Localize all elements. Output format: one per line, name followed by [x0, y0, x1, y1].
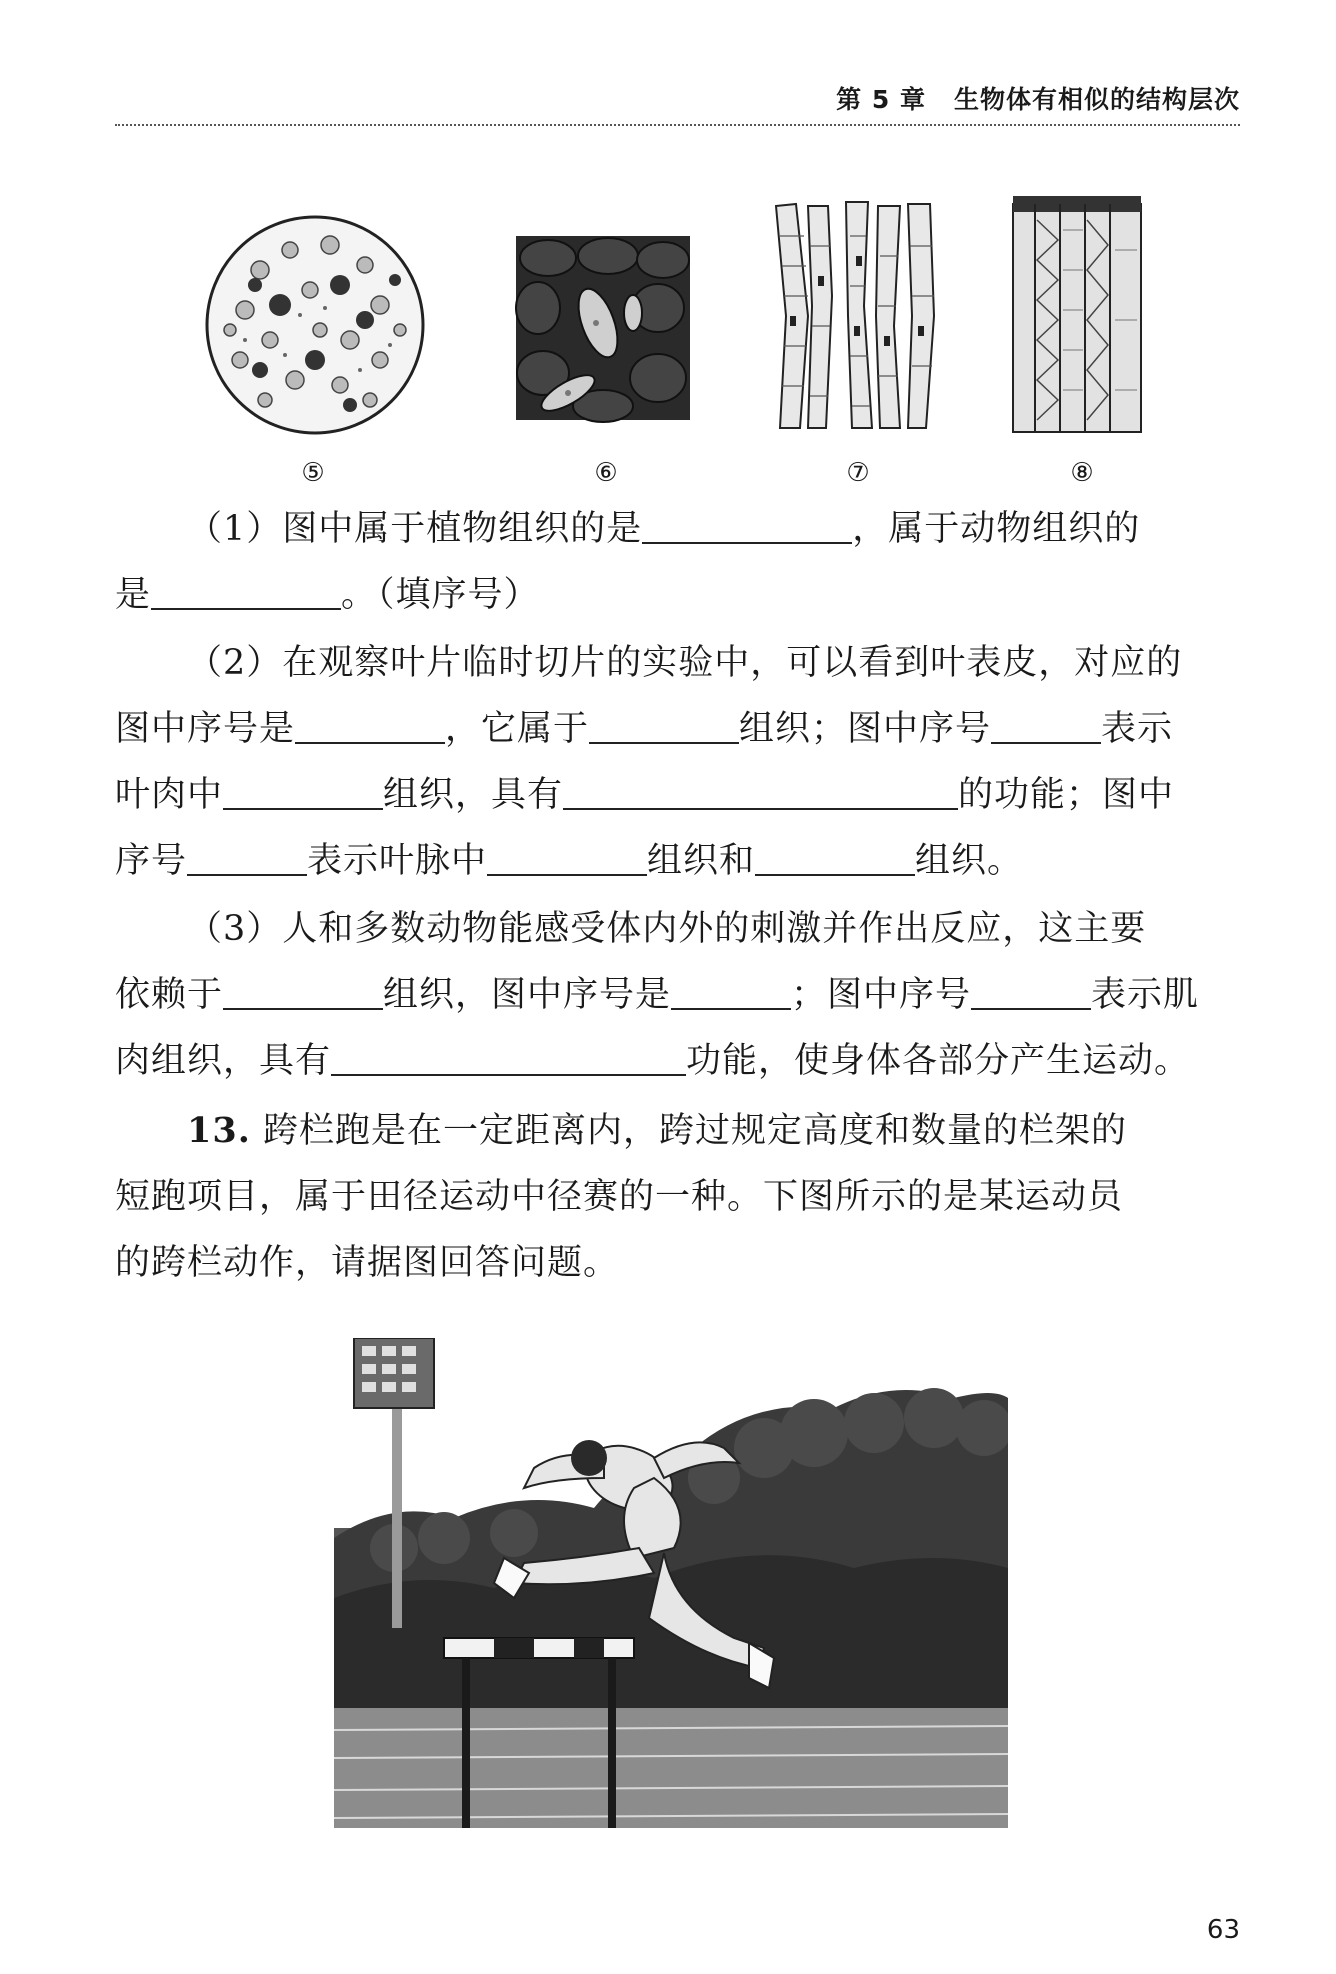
answer-blank[interactable]: [563, 778, 958, 810]
running-header: [115, 80, 1240, 116]
blood-tissue-icon: [200, 210, 430, 440]
answer-blank[interactable]: [223, 778, 383, 810]
vascular-tissue-icon: [1005, 190, 1150, 440]
answer-blank[interactable]: [187, 844, 307, 876]
answer-blank[interactable]: [331, 1044, 686, 1076]
answer-blank[interactable]: [671, 978, 791, 1010]
figure-label-7: ⑦: [846, 458, 870, 488]
question-1: （1）图中属于植物组织的是 ，属于动物组织的 是 。（填序号）: [115, 509, 1141, 615]
answer-blank[interactable]: [642, 512, 852, 544]
question-3: （3）人和多数动物能感受体内外的刺激并作出反应，这主要 依赖于 组织，图中序号是 ；图中序号 表示肌 肉组织，具有 功能，使身体各部分产生运动。: [115, 909, 1200, 1081]
figure-label-5: ⑤: [301, 458, 325, 488]
question-number: 13.: [187, 1110, 251, 1151]
answer-blank[interactable]: [755, 844, 915, 876]
hurdler-photo: [334, 1338, 1008, 1828]
figure-label-6: ⑥: [594, 458, 618, 488]
parenchyma-tissue-icon: [508, 228, 698, 428]
answer-blank[interactable]: [971, 978, 1091, 1010]
answer-blank[interactable]: [295, 712, 445, 744]
answer-blank[interactable]: [991, 712, 1101, 744]
answer-blank[interactable]: [151, 578, 341, 610]
answer-blank[interactable]: [223, 978, 383, 1010]
chapter-number: 第 5 章: [836, 85, 926, 114]
header-divider: [115, 124, 1240, 126]
figure-label-8: ⑧: [1070, 458, 1094, 488]
page-number: 63: [1206, 1915, 1240, 1945]
question-13: 13. 跨栏跑是在一定距离内，跨过规定高度和数量的栏架的 短跑项目，属于田径运动中径赛的一种。下图所示的是某运动员 的跨栏动作，请据图回答问题。: [115, 1110, 1128, 1283]
muscle-fiber-icon: [768, 196, 943, 436]
answer-blank[interactable]: [589, 712, 739, 744]
question-2: （2）在观察叶片临时切片的实验中，可以看到叶表皮，对应的 图中序号是 ，它属于 组织；图中序号 表示 叶肉中 组织，具有 的功能；图中 序号 表示叶脉中 组织和 组织。: [115, 643, 1183, 881]
answer-blank[interactable]: [487, 844, 647, 876]
chapter-title: 生物体有相似的结构层次: [953, 85, 1240, 114]
